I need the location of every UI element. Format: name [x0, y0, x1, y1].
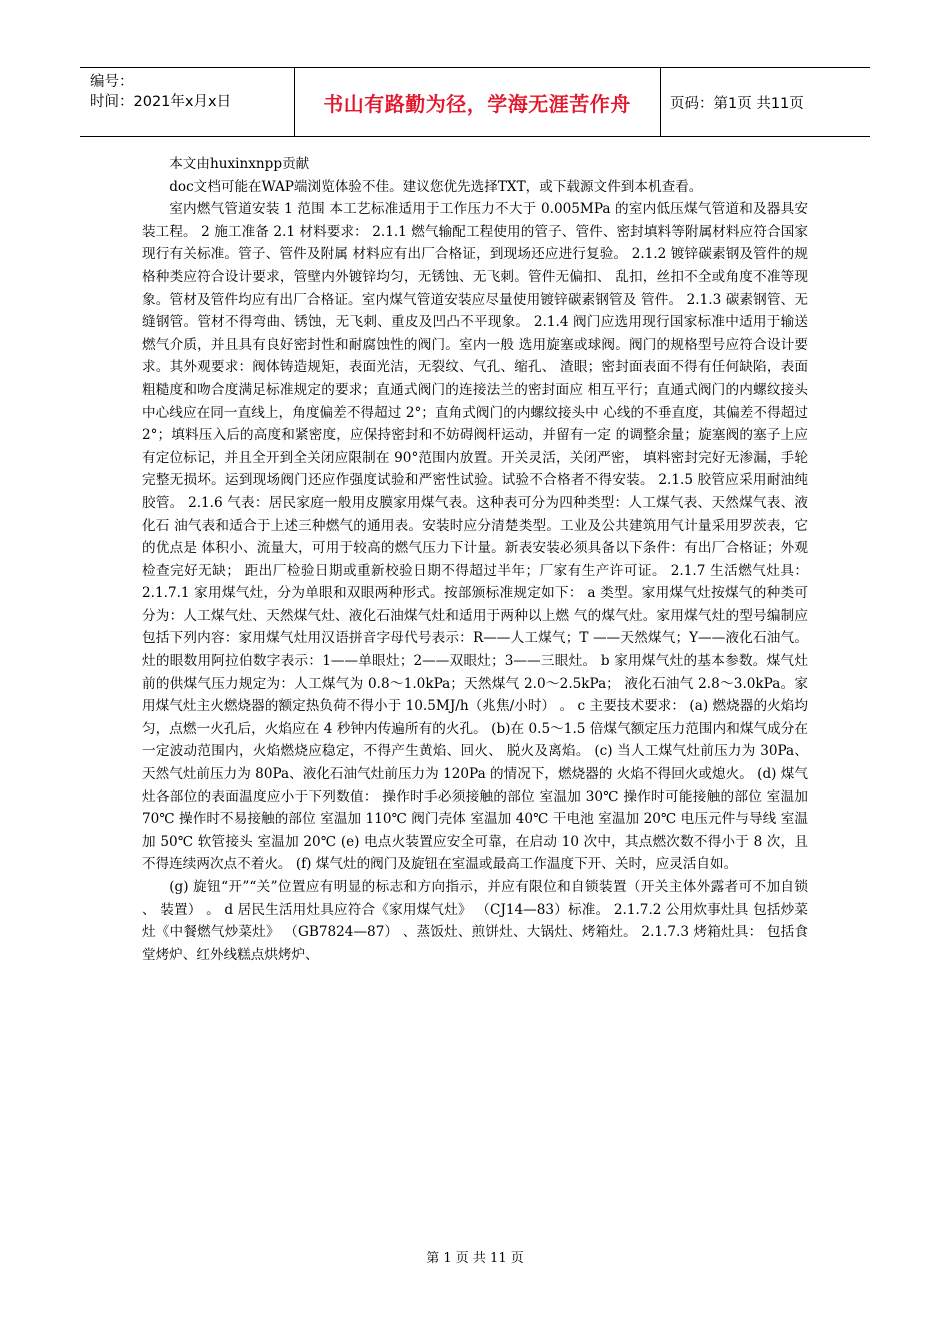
header-motto: 书山有路勤为径，学海无涯苦作舟	[323, 91, 631, 116]
body-paragraph: doc文档可能在WAP端浏览体验不佳。建议您优先选择TXT，或下载源文件到本机查看。	[169, 178, 703, 195]
document-body	[142, 153, 808, 966]
document-header	[80, 67, 870, 137]
body-paragraph: (g) 旋钮“开”“关”位置应有明显的标志和方向指示，并应有限位和自锁装置（开关主体外露者可不加自锁 、 装置） 。 d 居民生活用灶具应符合《家用煤气灶》 （CJ14—83）标准。 2.1.7.2 公用炊事灶具 包括炒菜灶《中餐燃气炒菜灶》 （GB7824—87） 、蒸饭灶、煎饼灶、大锅灶、烤箱灶。 2.1.7.3 烤箱灶具： 包括食堂烤炉、红外线糕点烘烤炉、	[142, 879, 808, 963]
body-paragraph: 本文由huxinxnpp贡献	[169, 156, 310, 172]
header-meta	[90, 72, 286, 112]
document-time-label: 时间：2021年x月x日	[90, 94, 232, 110]
body-paragraph: 室内燃气管道安装 1 范围 本工艺标准适用于工作压力不大于 0.005MPa 的室内低压煤气管道和及器具安装工程。 2 施工准备 2.1 材料要求： 2.1.1 燃气输配工程使用的管子、管件、密封填料等附属材料应符合国家现行有关标准。管子、管件及附属 材料应有出厂合格证，到现场还应进行复验。 2.1.2 镀锌碳素钢及管件的规格种类应符合设计要求，管壁内外镀锌均匀，无锈蚀、无飞刺。管件无偏扣、 乱扣，丝扣不全或角度不准等现象。管材及管件均应有出厂合格证。室内煤气管道安装应尽量使用镀锌碳素钢管及 管件。 2.1.3 碳素钢管、无缝钢管。管材不得弯曲、锈蚀，无飞刺、重皮及凹凸不平现象。 2.1.4 阀门应选用现行国家标准中适用于输送燃气介质，并且具有良好密封性和耐腐蚀性的阀门。室内一般 选用旋塞或球阀。阀门的规格型号应符合设计要求。其外观要求：阀体铸造规矩，表面光洁，无裂纹、气孔、缩孔、 渣眼；密封面表面不得有任何缺陷，表面粗糙度和吻合度满足标准规定的要求；直通式阀门的连接法兰的密封面应 相互平行；直通式阀门的内螺纹接头中心线应在同一直线上，角度偏差不得超过 2°；直角式阀门的内螺纹接头中 心线的不垂直度，其偏差不得超过 2°；填料压入后的高度和紧密度，应保持密封和不妨碍阀杆运动，并留有一定 的调整余量；旋塞阀的塞子上应有定位标记，并且全开到全关闭应限制在 90°范围内放置。开关灵活，关闭严密， 填料密封完好无渗漏，手轮完整无损坏。运到现场阀门还应作强度试验和严密性试验。试验不合格者不得安装。 2.1.5 胶管应采用耐油纯胶管。 2.1.6 气表：居民家庭一般用皮膜家用煤气表。这种表可分为四种类型：人工煤气表、天然煤气表、液化石 油气表和适合于上述三种燃气的通用表。安装时应分清楚类型。工业及公共建筑用气计量采用罗茨表，它的优点是 体积小、流量大，可用于较高的燃气压力下计量。新表安装必须具备以下条件：有出厂合格证；外观检查完好无缺； 距出厂检验日期或重新校验日期不得超过半年；厂家有生产许可证。 2.1.7 生活燃气灶具： 2.1.7.1 家用煤气灶，分为单眼和双眼两种形式。按部颁标准规定如下： a 类型。家用煤气灶按煤气的种类可分为：人工煤气灶、天然煤气灶、液化石油煤气灶和适用于两种以上燃 气的煤气灶。家用煤气灶的型号编制应包括下列内容：家用煤气灶用汉语拼音字母代号表示：R——人工煤气；T ——天然煤气；Y——液化石油气。灶的眼数用阿拉伯数字表示：1——单眼灶；2——双眼灶；3——三眼灶。 b 家用煤气灶的基本参数。煤气灶前的供煤气压力规定为：人工煤气为 0.8～1.0kPa；天然煤气 2.0～2.5kPa； 液化石油气 2.8～3.0kPa。家用煤气灶主火燃烧器的额定热负荷不得小于 10.5MJ/h（兆焦/小时） 。 c 主要技术要求： (a) 燃烧器的火焰均匀，点燃一火孔后，火焰应在 4 秒钟内传遍所有的火孔。 (b)在 0.5～1.5 倍煤气额定压力范围内和煤气成分在一定波动范围内，火焰燃烧应稳定，不得产生黄焰、回火、 脱火及离焰。 (c) 当人工煤气灶前压力为 30Pa、天然气灶前压力为 80Pa、液化石油气灶前压力为 120Pa 的情况下，燃烧器的 火焰不得回火或熄火。 (d) 煤气灶各部位的表面温度应小于下列数值： 操作时手必须接触的部位 室温加 30℃ 操作时可能接触的部位 室温加 70℃ 操作时不易接触的部位 室温加 110℃ 阀门壳体 室温加 40℃ 干电池 室温加 20℃ 电压元件与导线 室温加 50℃ 软管接头 室温加 20℃ (e) 电点火装置应安全可靠，在启动 10 次中，其点燃次数不得小于 8 次，且不得连续两次点不着火。 (f) 煤气灶的阀门及旋钮在室温或最高工作温度下开、关时，应灵活自如。	[142, 201, 808, 873]
header-page-info: 页码：第1页 共11页	[670, 95, 804, 112]
header-divider	[660, 68, 661, 136]
document-number-label: 编号：	[90, 74, 134, 90]
page-footer: 第 1 页 共 11 页	[426, 1251, 524, 1266]
